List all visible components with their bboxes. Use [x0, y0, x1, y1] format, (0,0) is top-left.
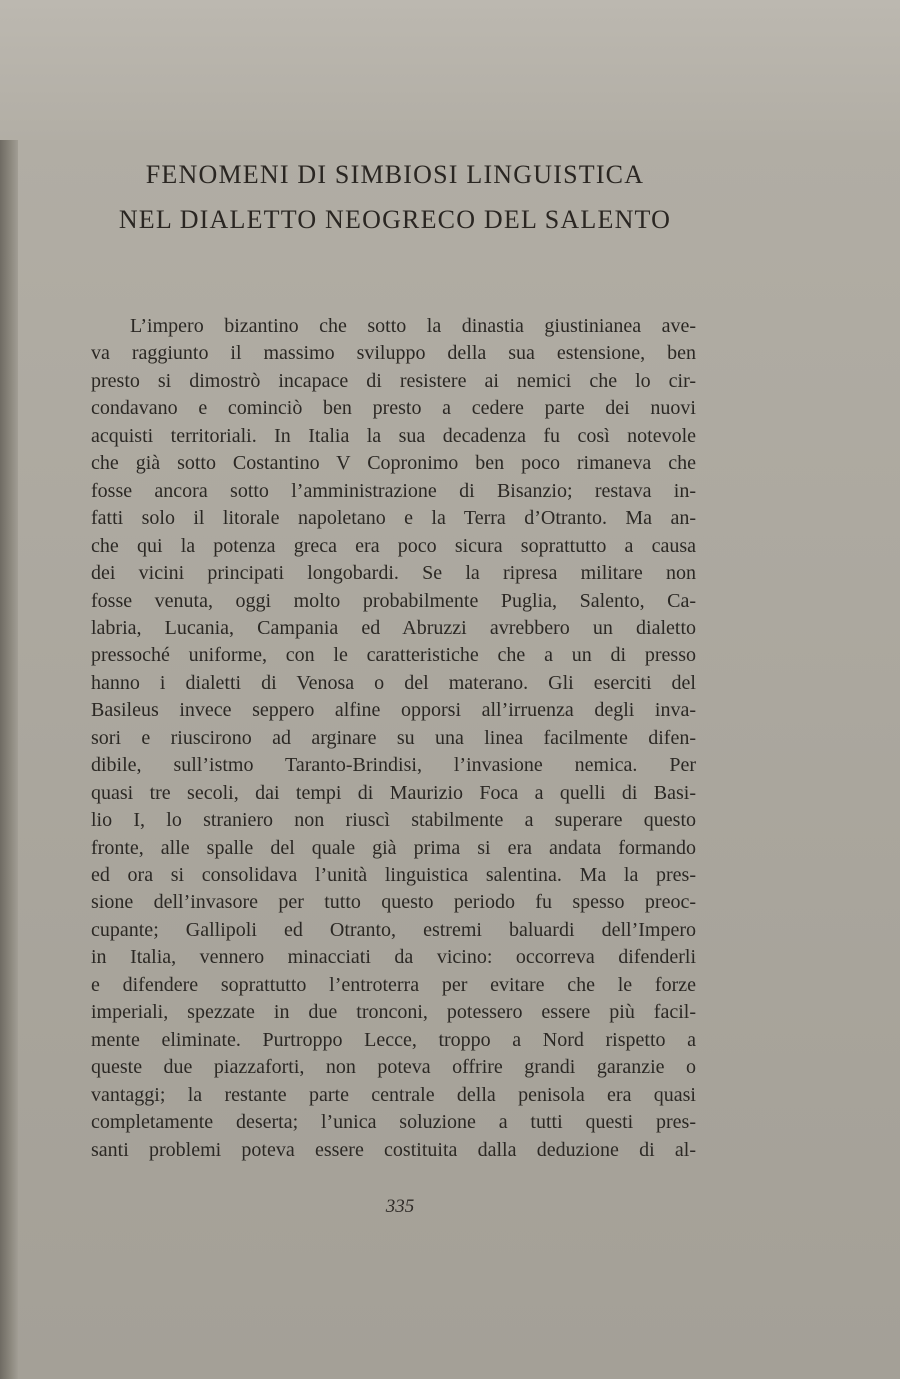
text-line: quasi tre secoli, dai tempi di Maurizio Foca a quelli di Basi-	[91, 781, 696, 804]
scanner-background	[0, 0, 900, 140]
text-line: fronte, alle spalle del quale già prima si era andata formando	[91, 836, 696, 859]
text-line: dei vicini principati longobardi. Se la ripresa militare non	[91, 562, 696, 585]
page-number: 335	[385, 1196, 415, 1217]
text-line: cupante; Gallipoli ed Otranto, estremi baluardi dell’Impero	[91, 918, 696, 941]
text-line: che già sotto Costantino V Copronimo ben poco rimaneva che	[91, 452, 696, 475]
text-line: labria, Lucania, Campania ed Abruzzi avrebbero un dialetto	[91, 616, 696, 639]
page-left-edge	[0, 140, 18, 1379]
text-line: santi problemi poteva essere costituita dalla deduzione di al-	[91, 1138, 696, 1161]
text-line: fatti solo il litorale napoletano e la Terra d’Otranto. Ma an-	[91, 507, 696, 530]
text-line: sori e riuscirono ad arginare su una linea facilmente difen-	[91, 726, 696, 749]
text-line: completamente deserta; l’unica soluzione a tutti questi pres-	[91, 1111, 696, 1134]
text-line: presto si dimostrò incapace di resistere ai nemici che lo cir-	[91, 369, 696, 392]
text-line: mente eliminate. Purtroppo Lecce, troppo a Nord rispetto a	[91, 1028, 696, 1051]
text-line: L’impero bizantino che sotto la dinastia giustinianea ave-	[130, 315, 696, 337]
text-line: fosse venuta, oggi molto probabilmente Puglia, Salento, Ca-	[91, 589, 696, 612]
text-line: condavano e cominciò ben presto a cedere parte dei nuovi	[91, 397, 696, 420]
text-line: fosse ancora sotto l’amministrazione di Bisanzio; restava in-	[91, 479, 696, 502]
text-line: Basileus invece seppero alfine opporsi all’irruenza degli inva-	[91, 699, 696, 722]
title-line-2: NEL DIALETTO NEOGRECO DEL SALENTO	[118, 205, 672, 234]
text-line: che qui la potenza greca era poco sicura soprattutto a causa	[91, 534, 696, 557]
text-line: vantaggi; la restante parte centrale della penisola era quasi	[91, 1083, 696, 1106]
text-line: dibile, sull’istmo Taranto-Brindisi, l’invasione nemica. Per	[91, 754, 696, 777]
text-line: queste due piazzaforti, non poteva offrire grandi garanzie o	[91, 1056, 696, 1079]
text-line: imperiali, spezzate in due tronconi, potessero essere più facil-	[91, 1001, 696, 1024]
text-line: pressoché uniforme, con le caratteristiche che a un di presso	[91, 644, 696, 667]
text-line: va raggiunto il massimo sviluppo della sua estensione, ben	[91, 342, 696, 365]
text-line: lio I, lo straniero non riuscì stabilmente a superare questo	[91, 809, 696, 832]
text-line: e difendere soprattutto l’entroterra per evitare che le forze	[91, 973, 696, 996]
text-line: hanno i dialetti di Venosa o del materano. Gli eserciti del	[91, 671, 696, 694]
text-line: ed ora si consolidava l’unità linguistica salentina. Ma la pres-	[91, 864, 696, 886]
text-line: in Italia, vennero minacciati da vicino: occorreva difenderli	[91, 946, 696, 969]
title-line-1: FENOMENI DI SIMBIOSI LINGUISTICA	[145, 160, 645, 189]
text-line: acquisti territoriali. In Italia la sua decadenza fu così notevole	[91, 424, 696, 447]
text-line: sione dell’invasore per tutto questo periodo fu spesso preoc-	[91, 891, 696, 914]
